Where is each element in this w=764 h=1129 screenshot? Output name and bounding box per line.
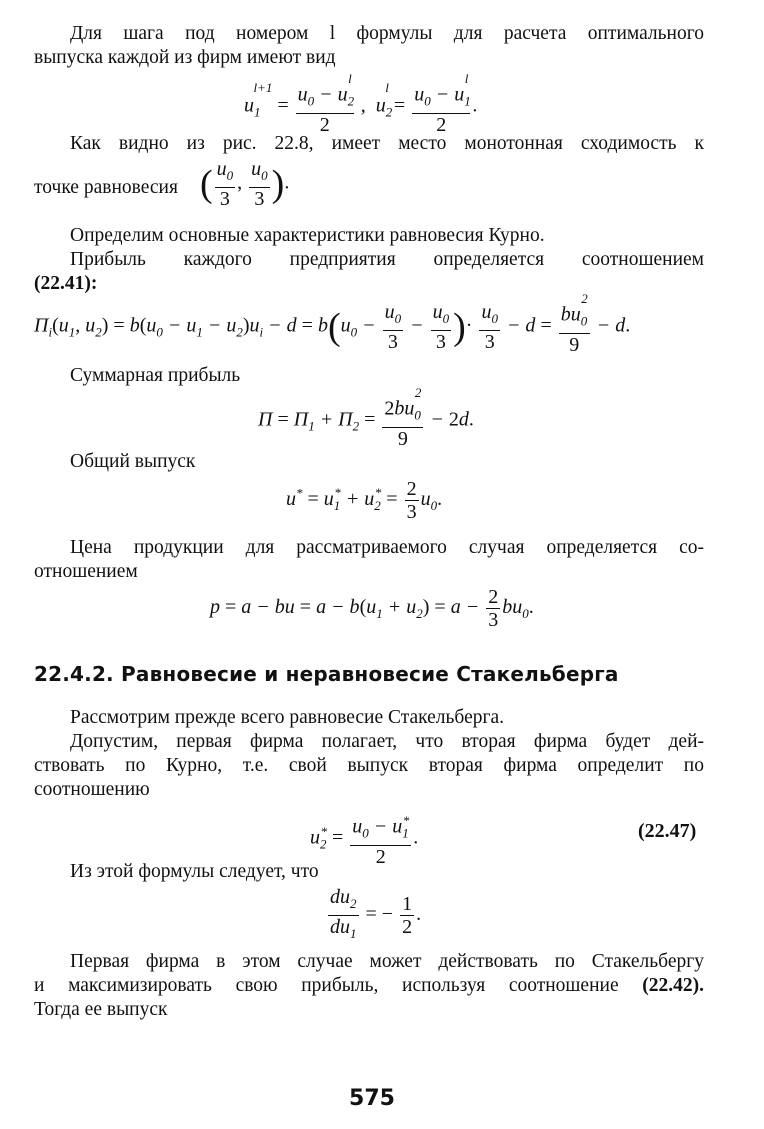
- paragraph-9-line-3: соотношению: [34, 779, 150, 800]
- paragraph-2: [34, 132, 704, 156]
- paragraph-7-line-1: Цена продукции для рассматриваемого случая определяется со-: [70, 537, 704, 558]
- equation-number: (22.47): [638, 820, 697, 842]
- paragraph-1-line-1: Для шага под номером l формулы для расчета оптимального: [70, 23, 704, 44]
- formula-price: p = a − bu = $a - b(u_1 + u_2) = a$ − $\frac{2}{3}$ $bu_0$.: [210, 586, 534, 631]
- period: .: [699, 975, 705, 996]
- paragraph-9: [34, 730, 704, 802]
- paragraph-6: Общий выпуск: [70, 451, 196, 472]
- paragraph-7: [34, 536, 704, 584]
- formula-equilibrium-point: ( $\frac{u_0}{3}$ , $\frac{u_0}{3}$ ).: [200, 158, 290, 210]
- section-heading: 22.4.2. Равновесие и неравновесие Стакельберга: [34, 662, 619, 686]
- formula-iteration: $u_1^{l+1}$ = $\frac{u_0 - u_2^l}{2}$ , $u_2^l$ = $\frac{u_0 - u_1^l}{2}$ .: [244, 71, 478, 136]
- paragraph-9-line-1: Допустим, первая фирма полагает, что вторая фирма будет дей-: [70, 731, 704, 752]
- formula-22-47: $u_2^*$ = $\frac{u_0 - u_1^*}{2}$ .: [310, 810, 418, 868]
- paragraph-5: Суммарная прибыль: [70, 365, 241, 386]
- reference-22-41: (22.41): [34, 273, 91, 294]
- paragraph-2-line-2: точке равновесия: [34, 177, 178, 198]
- formula-derivative: $\frac{du_2}{du_1}$ = − $\frac{1}{2}$ .: [330, 886, 422, 941]
- paragraph-4: [34, 248, 704, 296]
- paragraph-9-line-2: ствовать по Курно, т.е. свой выпуск вторая фирма определит по: [34, 755, 704, 776]
- formula-total-profit: $П = П_1 + П_2$ = $\frac{2bu_0^2}{9}$ − 2d.: [258, 385, 474, 450]
- page-number: 575: [349, 1086, 395, 1111]
- formula-profit-firm: $П_i(u_1$, $u_2) = b(u_0 - u_1 - u_2)u_i - d = b(u_0$ − $\frac{u_0}{3}$ − $\frac{u_0}{3}$ )· $\frac{u_0}{3}$ − d = $\frac{bu_0^2}{9}$ − d.: [34, 291, 631, 356]
- paragraph-10: Из этой формулы следует, что: [70, 861, 319, 882]
- paragraph-7-line-2: отношением: [34, 561, 138, 582]
- paragraph-11-line-1: Первая фирма в этом случае может действовать по Стакельбергу: [70, 951, 704, 972]
- colon: :: [90, 273, 98, 294]
- paragraph-3: Определим основные характеристики равновесия Курно.: [70, 225, 545, 246]
- paragraph-1: [34, 22, 704, 70]
- paragraph-11-line-2-text: и максимизировать свою прибыль, используя соотношение: [34, 975, 619, 996]
- paragraph-11-line-3: Тогда ее выпуск: [34, 999, 168, 1020]
- paragraph-11-line-2: [34, 974, 704, 998]
- reference-22-42: (22.42): [642, 975, 700, 996]
- formula-total-output: $u^* = u_1^* + u_2^*$ = $\frac{2}{3}$ $u_0$.: [286, 478, 443, 523]
- paragraph-1-line-2: выпуска каждой из фирм имеют вид: [34, 47, 336, 68]
- paragraph-11: [34, 950, 704, 1022]
- paragraph-2-line-1: Как видно из рис. 22.8, имеет место монотонная сходимость к: [70, 133, 704, 154]
- paragraph-8: Рассмотрим прежде всего равновесие Стакельберга.: [70, 707, 505, 728]
- paragraph-4-line-1: Прибыль каждого предприятия определяется соотношением: [70, 249, 704, 270]
